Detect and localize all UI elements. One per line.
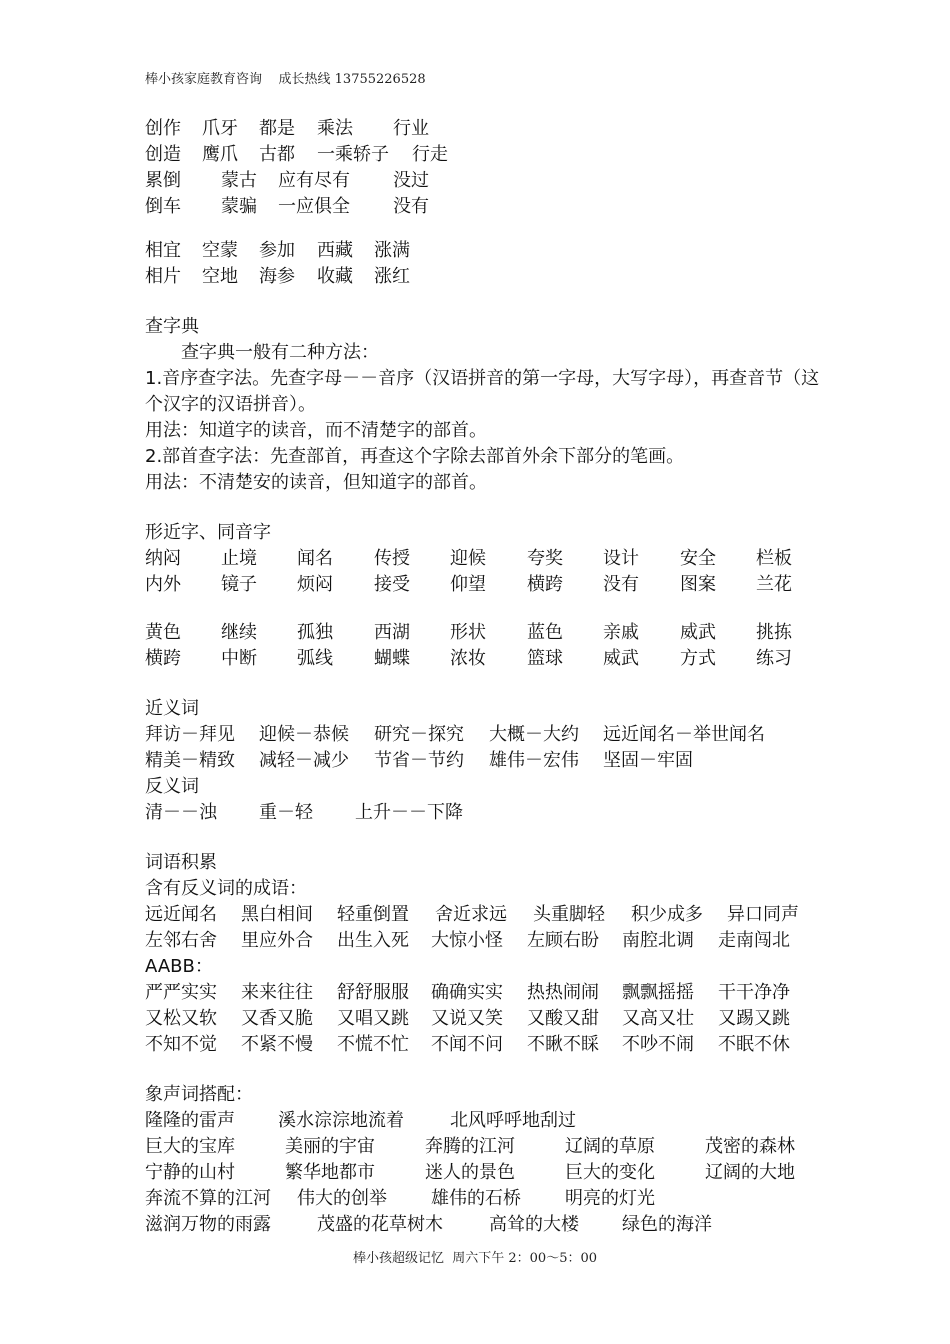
word: 没有	[603, 574, 639, 595]
word: 创造	[145, 144, 181, 165]
word: 闻名	[297, 548, 333, 569]
word: 倒车	[145, 196, 181, 217]
idiom: 不眠不休	[718, 1034, 790, 1055]
phrase: 绿色的海洋	[622, 1214, 712, 1235]
word-row	[145, 1032, 825, 1058]
word: 参加	[259, 240, 295, 261]
word: 没过	[393, 170, 429, 191]
word-row	[145, 1108, 825, 1134]
word: 没有	[393, 196, 429, 217]
phrase: 巨大的变化	[565, 1162, 655, 1183]
word: 一乘轿子	[317, 144, 389, 165]
phrase: 滋润万物的雨露	[145, 1214, 271, 1235]
idiom: 轻重倒置	[337, 904, 409, 925]
word-row	[145, 1134, 825, 1160]
word: 接受	[374, 574, 410, 595]
section-title: 近义词	[145, 698, 199, 719]
word: 鹰爪	[202, 144, 238, 165]
word-pair: 上升－－下降	[355, 802, 463, 823]
word: 内外	[145, 574, 181, 595]
idiom: 又踢又跳	[718, 1008, 790, 1029]
word-row	[145, 194, 825, 220]
word: 栏板	[756, 548, 792, 569]
word: 烦闷	[297, 574, 333, 595]
word: 迎候	[450, 548, 486, 569]
idiom: 不闻不问	[431, 1034, 503, 1055]
word-pair: 拜访－拜见	[145, 724, 235, 745]
word: 兰花	[756, 574, 792, 595]
phrase: 伟大的创举	[297, 1188, 387, 1209]
document-body	[145, 116, 825, 1238]
word: 古都	[259, 144, 295, 165]
phrase: 巨大的宝库	[145, 1136, 235, 1157]
word: 相宜	[145, 240, 181, 261]
idiom: 严严实实	[145, 982, 217, 1003]
word: 安全	[680, 548, 716, 569]
idiom: 南腔北调	[622, 930, 694, 951]
word: 练习	[756, 648, 792, 669]
idiom: 舒舒服服	[337, 982, 409, 1003]
vocabulary-section	[145, 850, 825, 1058]
collocation-section	[145, 1082, 825, 1238]
word-pair: 研究－探究	[374, 724, 464, 745]
word-pair: 清－－浊	[145, 802, 217, 823]
word-row	[145, 1212, 825, 1238]
phrase: 高耸的大楼	[489, 1214, 579, 1235]
paragraph: 查字典一般有二种方法：	[181, 342, 379, 363]
word: 应有尽有	[278, 170, 350, 191]
idiom: 不慌不忙	[337, 1034, 409, 1055]
idiom: 里应外合	[241, 930, 313, 951]
word: 蝴蝶	[374, 648, 410, 669]
idiom: 出生入死	[337, 930, 409, 951]
word-row	[145, 646, 825, 672]
word: 横跨	[527, 574, 563, 595]
word: 仰望	[450, 574, 486, 595]
word-group-1	[145, 116, 825, 220]
word: 夸奖	[527, 548, 563, 569]
word-row	[145, 1160, 825, 1186]
phrase: 明亮的灯光	[565, 1188, 655, 1209]
phrase: 美丽的宇宙	[285, 1136, 375, 1157]
idiom: 又松又软	[145, 1008, 217, 1029]
word: 止境	[221, 548, 257, 569]
section-title: 反义词	[145, 776, 199, 797]
word-pair: 大概－大约	[489, 724, 579, 745]
word: 乘法	[317, 118, 353, 139]
word-pair: 精美－精致	[145, 750, 235, 771]
dictionary-section	[145, 314, 825, 496]
word-pair: 节省－节约	[374, 750, 464, 771]
word: 篮球	[527, 648, 563, 669]
word: 继续	[221, 622, 257, 643]
word-row	[145, 902, 825, 928]
word: 蒙骗	[221, 196, 257, 217]
section-title: 象声词搭配：	[145, 1084, 253, 1105]
phrase: 奔腾的江河	[425, 1136, 515, 1157]
phrase: 北风呼呼地刮过	[450, 1110, 576, 1131]
idiom: 热热闹闹	[527, 982, 599, 1003]
idiom: 不瞅不睬	[527, 1034, 599, 1055]
phrase: 雄伟的石桥	[431, 1188, 521, 1209]
section-title: 词语积累	[145, 852, 217, 873]
word-row	[145, 1006, 825, 1032]
word: 威武	[680, 622, 716, 643]
word: 行业	[393, 118, 429, 139]
idiom: 干干净净	[718, 982, 790, 1003]
idiom: 不紧不慢	[241, 1034, 313, 1055]
word: 蒙古	[221, 170, 257, 191]
phrase: 隆隆的雷声	[145, 1110, 235, 1131]
paragraph: 2.部首查字法：先查部首，再查这个字除去部首外余下部分的笔画。	[145, 446, 685, 467]
phrase: 繁华地都市	[285, 1162, 375, 1183]
word-row	[145, 546, 825, 572]
word: 传授	[374, 548, 410, 569]
word-group-2	[145, 238, 825, 290]
section-title: 查字典	[145, 316, 199, 337]
synonyms-section	[145, 696, 825, 774]
word: 横跨	[145, 648, 181, 669]
idiom: 又香又脆	[241, 1008, 313, 1029]
word-row	[145, 238, 825, 264]
similar-characters-section	[145, 520, 825, 672]
idiom: 确确实实	[431, 982, 503, 1003]
phrase: 溪水淙淙地流着	[278, 1110, 404, 1131]
word: 爪牙	[202, 118, 238, 139]
idiom: 又说又笑	[431, 1008, 503, 1029]
word: 亲戚	[603, 622, 639, 643]
word: 涨满	[374, 240, 410, 261]
idiom: 又高又壮	[622, 1008, 694, 1029]
word: 西藏	[317, 240, 353, 261]
phrase: 迷人的景色	[425, 1162, 515, 1183]
word: 镜子	[221, 574, 257, 595]
word: 创作	[145, 118, 181, 139]
word-pair: 雄伟－宏伟	[489, 750, 579, 771]
word: 空蒙	[202, 240, 238, 261]
paragraph: 用法：不清楚安的读音，但知道字的部首。	[145, 472, 487, 493]
word-row	[145, 572, 825, 598]
phrase: 茂盛的花草树木	[317, 1214, 443, 1235]
word: 西湖	[374, 622, 410, 643]
word: 海参	[259, 266, 295, 287]
word: 收藏	[317, 266, 353, 287]
word-row	[145, 620, 825, 646]
idiom: 舍近求远	[435, 904, 507, 925]
word: 中断	[221, 648, 257, 669]
word: 威武	[603, 648, 639, 669]
word-pair: 坚固－牢固	[603, 750, 693, 771]
idiom: 左顾右盼	[527, 930, 599, 951]
word-row	[145, 264, 825, 290]
phrase: 奔流不算的江河	[145, 1188, 271, 1209]
word-row	[145, 168, 825, 194]
section-title: 形近字、同音字	[145, 522, 271, 543]
page-header: 棒小孩家庭教育咨询 成长热线 13755226528	[145, 72, 426, 87]
idiom: 不知不觉	[145, 1034, 217, 1055]
idiom: 不吵不闹	[622, 1034, 694, 1055]
subsection-title: 含有反义词的成语：	[145, 878, 307, 899]
idiom: 飘飘摇摇	[622, 982, 694, 1003]
word: 行走	[412, 144, 448, 165]
word: 弧线	[297, 648, 333, 669]
phrase: 宁静的山村	[145, 1162, 235, 1183]
paragraph: 用法：知道字的读音，而不清楚字的部首。	[145, 420, 487, 441]
word-pair: 重－轻	[259, 802, 313, 823]
word: 相片	[145, 266, 181, 287]
word: 形状	[450, 622, 486, 643]
word: 纳闷	[145, 548, 181, 569]
word: 累倒	[145, 170, 181, 191]
word: 空地	[202, 266, 238, 287]
word-row	[145, 928, 825, 954]
idiom: 异口同声	[727, 904, 799, 925]
idiom: 远近闻名	[145, 904, 217, 925]
word: 涨红	[374, 266, 410, 287]
word: 蓝色	[527, 622, 563, 643]
idiom: 大惊小怪	[431, 930, 503, 951]
subsection-title: AABB：	[145, 956, 213, 977]
word-row	[145, 1186, 825, 1212]
word: 孤独	[297, 622, 333, 643]
idiom: 积少成多	[631, 904, 703, 925]
phrase: 辽阔的草原	[565, 1136, 655, 1157]
idiom: 左邻右舍	[145, 930, 217, 951]
word: 都是	[259, 118, 295, 139]
phrase: 辽阔的大地	[705, 1162, 795, 1183]
phrase: 茂密的森林	[705, 1136, 795, 1157]
word-row	[145, 980, 825, 1006]
word-row	[145, 748, 825, 774]
word: 一应俱全	[278, 196, 350, 217]
word: 方式	[680, 648, 716, 669]
word-pair: 迎候－恭候	[259, 724, 349, 745]
idiom: 黑白相间	[241, 904, 313, 925]
word: 浓妆	[450, 648, 486, 669]
paragraph: 1.音序查字法。先查字母－－音序（汉语拼音的第一字母，大写字母），再查音节（这个汉字的汉语拼音）。	[145, 368, 820, 415]
word-row	[145, 142, 825, 168]
word-pair: 远近闻名－举世闻名	[603, 724, 765, 745]
idiom: 来来往往	[241, 982, 313, 1003]
idiom: 又唱又跳	[337, 1008, 409, 1029]
idiom: 头重脚轻	[533, 904, 605, 925]
word: 黄色	[145, 622, 181, 643]
word: 图案	[680, 574, 716, 595]
idiom: 又酸又甜	[527, 1008, 599, 1029]
word: 设计	[603, 548, 639, 569]
word: 挑拣	[756, 622, 792, 643]
word-row	[145, 116, 825, 142]
antonyms-section	[145, 774, 825, 826]
word-pair: 减轻－减少	[259, 750, 349, 771]
word-row	[145, 800, 825, 826]
idiom: 走南闯北	[718, 930, 790, 951]
word-row	[145, 722, 825, 748]
page-footer: 棒小孩超级记忆 周六下午 2：00～5：00	[352, 1251, 598, 1266]
